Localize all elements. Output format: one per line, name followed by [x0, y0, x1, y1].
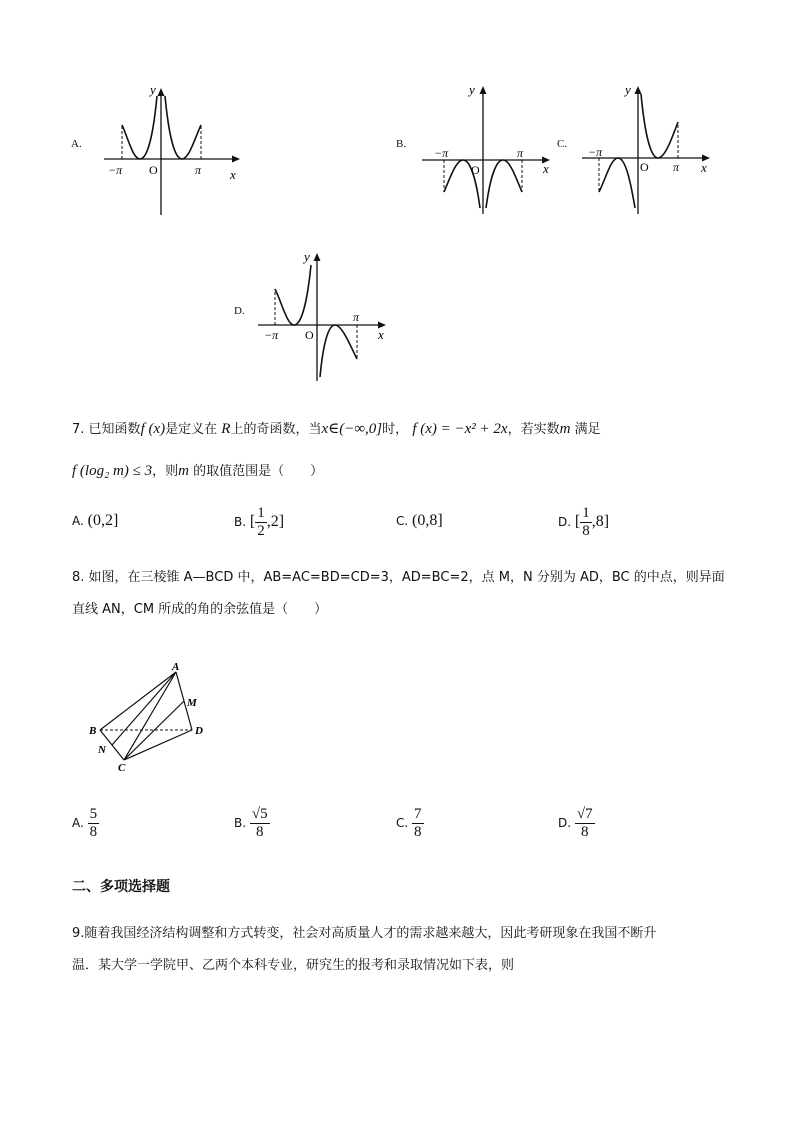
neg-pi-label: −π [108, 163, 123, 177]
x-axis-label: x [701, 160, 707, 175]
q8-option-b[interactable]: B. $\frac{√5}{8}$ [234, 806, 268, 840]
q7-line-2: f (log₂ m) ≤ 3，则m 的取值范围是（ ） [72, 463, 324, 479]
pi-label: π [673, 160, 680, 174]
origin-label: O [149, 163, 158, 177]
neg-pi-label: −π [264, 328, 279, 342]
q7-option-d[interactable]: D. [ $\frac{1}{8}$ ,8] [558, 505, 610, 539]
q8-option-c[interactable]: C. $\frac{7}{8}$ [396, 806, 422, 840]
origin-label: O [471, 163, 480, 177]
fraction: $\frac{5}{8}$ [89, 806, 98, 840]
q7-number: 7. [72, 422, 85, 437]
graph-option-d [256, 245, 396, 385]
vertex-d-label: D [195, 725, 203, 737]
point-n-label: N [98, 744, 106, 756]
pi-label: π [195, 163, 202, 177]
q8-line-1: 8. 如图，在三棱锥 A—BCD 中，AB=AC=BD=CD=3，AD=BC=2，点 M，N 分别为 AD，BC 的中点，则异面 [72, 570, 725, 585]
q7-option-b[interactable]: B. [ $\frac{1}{2}$ ,2] [234, 505, 285, 539]
neg-pi-label: −π [434, 146, 449, 160]
q8-option-a[interactable]: A. $\frac{5}{8}$ [72, 806, 98, 840]
vertex-c-label: C [118, 762, 126, 774]
q9-line-2: 温．某大学一学院甲、乙两个本科专业，研究生的报考和录取情况如下表，则 [72, 958, 515, 973]
option-d-label: D. [234, 305, 245, 317]
x-axis-label: x [378, 327, 384, 342]
fraction: $\frac{√5}{8}$ [251, 806, 268, 840]
q7-option-a[interactable]: A. (0,2] [72, 512, 119, 529]
fraction: $\frac{1}{8}$ [582, 505, 590, 539]
x-axis-label: x [230, 167, 236, 182]
q7-line-1: 7. 已知函数f (x)是定义在 R上的奇函数，当x∈(−∞,0]时， f (x) = −x² + 2x，若实数m 满足 [72, 421, 601, 437]
neg-pi-label: −π [588, 145, 603, 159]
y-axis-label: y [469, 82, 475, 97]
option-a-label: A. [71, 138, 82, 150]
graph-option-b [420, 78, 560, 218]
graph-option-a [100, 80, 250, 220]
y-axis-label: y [150, 82, 156, 97]
y-axis-label: y [304, 249, 310, 264]
vertex-a-label: A [172, 661, 180, 673]
y-axis-label: y [625, 82, 631, 97]
x-axis-label: x [543, 161, 549, 176]
fraction: $\frac{1}{2}$ [257, 505, 265, 539]
q8-option-d[interactable]: D. $\frac{√7}{8}$ [558, 806, 593, 840]
vertex-b-label: B [89, 725, 97, 737]
tetrahedron-figure [86, 660, 216, 775]
graph-option-c [580, 78, 720, 218]
origin-label: O [640, 160, 649, 174]
origin-label: O [305, 328, 314, 342]
option-c-label: C. [557, 138, 568, 150]
option-b-label: B. [396, 138, 407, 150]
pi-label: π [517, 146, 524, 160]
fraction: $\frac{7}{8}$ [414, 806, 422, 840]
q9-line-1: 9.随着我国经济结构调整和方式转变，社会对高质量人才的需求越来越大，因此考研现象在我国不断升 [72, 926, 657, 941]
q8-line-2: 直线 AN，CM 所成的角的余弦值是（ ） [72, 602, 328, 617]
point-m-label: M [187, 697, 197, 709]
pi-label: π [353, 310, 360, 324]
q7-option-c[interactable]: C. (0,8] [396, 512, 443, 529]
section-title: 二、多项选择题 [72, 879, 170, 895]
fraction: $\frac{√7}{8}$ [576, 806, 593, 840]
